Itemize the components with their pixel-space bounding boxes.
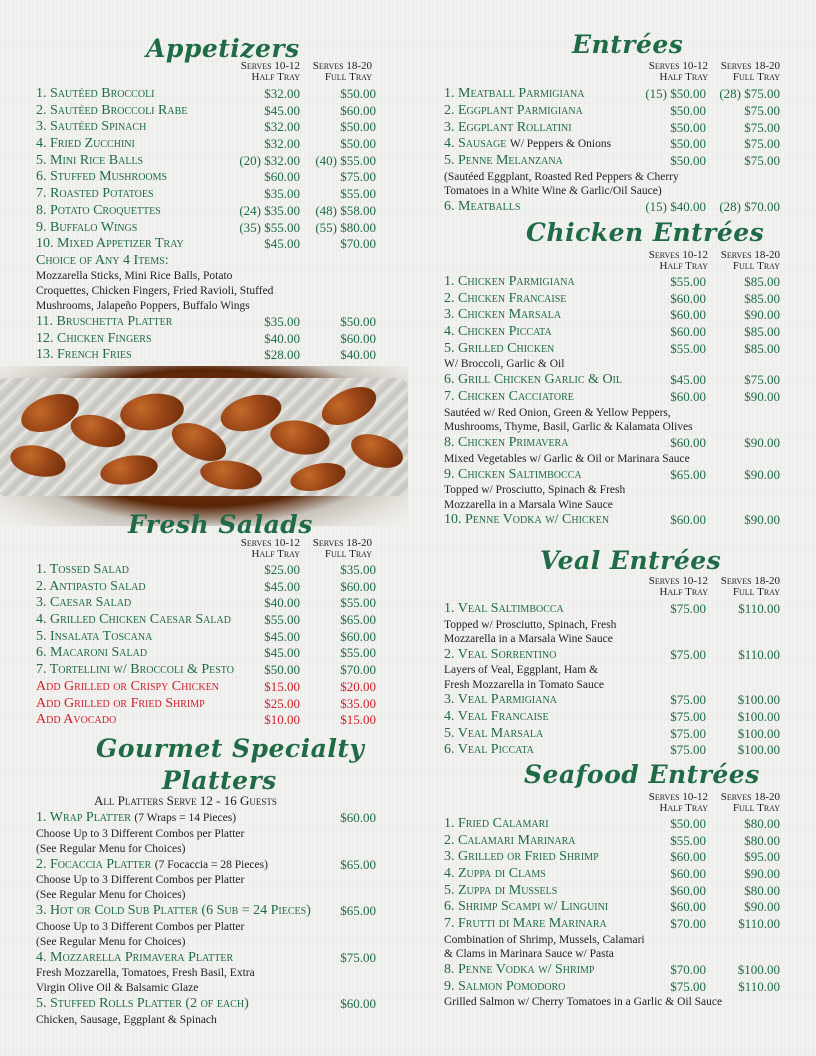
- seafood-heading: Seafood Entrées: [524, 760, 760, 789]
- left-column-lower: [36, 0, 376, 1056]
- list-item: 11. Bruschetta Platter $35.00 $50.00: [36, 313, 376, 329]
- list-item: 5. Grilled Chicken $55.00 $85.00: [444, 340, 780, 356]
- list-item: 9. Buffalo Wings (35) $55.00 (55) $80.00: [36, 219, 376, 235]
- item-description: Fresh Mozzarella, Tomatoes, Fresh Basil, Extra Virgin Olive Oil & Balsamic Glaze: [36, 967, 255, 994]
- platters-heading-line1: Gourmet Specialty: [96, 734, 365, 763]
- item-description: Grilled Salmon w/ Cherry Tomatoes in a Garlic & Oil Sauce: [444, 996, 723, 1009]
- list-item: 8. Potato Croquettes (24) $35.00 (48) $58.00: [36, 202, 376, 218]
- list-item: 4. Fried Zucchini $32.00 $50.00: [36, 136, 376, 152]
- list-item: Choice of Any 4 Items:: [36, 252, 169, 268]
- item-description: Topped w/ Prosciutto, Spinach & Fresh Mozzarella in a Marsala Wine Sauce: [444, 484, 626, 511]
- item-description: Combination of Shrimp, Mussels, Calamari & Clams in Marinara Sauce w/ Pasta: [444, 933, 645, 961]
- list-item: 1. Wrap Platter (7 Wraps = 14 Pieces) $60.00: [36, 810, 376, 825]
- list-item: 5. Penne Melanzana $50.00 $75.00: [444, 153, 780, 169]
- list-item: 8. Penne Vodka w/ Shrimp $70.00 $100.00: [444, 961, 780, 977]
- list-item: 8. Chicken Primavera $60.00 $90.00: [444, 434, 780, 450]
- list-item: 4. Grilled Chicken Caesar Salad $55.00 $65.00: [36, 612, 376, 628]
- list-item: 2. Antipasto Salad $45.00 $60.00: [36, 578, 376, 594]
- list-item: 1. Veal Saltimbocca $75.00 $110.00: [444, 601, 780, 616]
- chicken-heading: Chicken Entrées: [526, 218, 765, 247]
- list-item: 6. Meatballs (15) $40.00 (28) $70.00: [444, 198, 780, 214]
- list-item: 2. Calamari Marinara $55.00 $80.00: [444, 832, 780, 848]
- list-item: 7. Frutti di Mare Marinara $70.00 $110.00: [444, 916, 780, 932]
- item-description: Choose Up to 3 Different Combos per Platter (See Regular Menu for Choices): [36, 874, 245, 901]
- list-item: 10. Mixed Appetizer Tray $45.00 $70.00: [36, 236, 376, 252]
- item-description: Chicken, Sausage, Eggplant & Spinach: [36, 1013, 217, 1026]
- item-description: Choose Up to 3 Different Combos per Platter (See Regular Menu for Choices): [36, 920, 245, 948]
- list-item: 4. Veal Francaise $75.00 $100.00: [444, 709, 780, 725]
- serves-half-label: Serves 10-12 Half Tray: [240, 537, 300, 560]
- veal-list: [444, 601, 780, 759]
- serves-full-label: Serves 18-20 Full Tray: [720, 575, 780, 598]
- list-item: 5. Veal Marsala $75.00 $100.00: [444, 725, 780, 741]
- item-description: Layers of Veal, Eggplant, Ham & Fresh Mozzarella in Tomato Sauce: [444, 664, 604, 691]
- list-item: 6. Veal Piccata $75.00 $100.00: [444, 742, 780, 758]
- list-item: 6. Stuffed Mushrooms $60.00 $75.00: [36, 169, 376, 185]
- serves-full-label: Serves 18-20 Full Tray: [720, 791, 780, 814]
- item-description: (Sautéed Eggplant, Roasted Red Peppers & Cherry Tomatoes in a White Wine & Garlic/Oil Sauce): [444, 170, 679, 198]
- list-item: 2. Chicken Francaise $60.00 $85.00: [444, 290, 780, 306]
- entrees-heading: Entrées: [572, 30, 684, 59]
- list-item: 4. Chicken Piccata $60.00 $85.00: [444, 324, 780, 340]
- list-item: 9. Chicken Saltimbocca $65.00 $90.00: [444, 466, 780, 482]
- serves-full-label: Serves 18-20 Full Tray: [720, 249, 780, 272]
- list-item: 1. Sautéed Broccoli $32.00 $50.00: [36, 86, 376, 101]
- item-description: Mozzarella Sticks, Mini Rice Balls, Potato Croquettes, Chicken Fingers, Fried Ravioli, Stuffed Mushrooms, Jalapeño Poppers, Buffalo Wings: [36, 269, 274, 312]
- list-item: 4. Mozzarella Primavera Platter $75.00: [36, 949, 376, 965]
- list-item: 3. Veal Parmigiana $75.00 $100.00: [444, 692, 780, 708]
- list-item: 5. Zuppa di Mussels $60.00 $80.00: [444, 882, 780, 898]
- veal-heading: Veal Entrées: [540, 546, 722, 575]
- list-item: 5. Mini Rice Balls (20) $32.00 (40) $55.00: [36, 152, 376, 168]
- right-column: [444, 0, 782, 1056]
- serves-full-label: Serves 18-20 Full Tray: [312, 537, 372, 560]
- serves-half-label: Serves 10-12 Half Tray: [648, 60, 708, 83]
- item-description: Mixed Vegetables w/ Garlic & Oil or Marinara Sauce: [444, 452, 690, 465]
- list-item: 5. Insalata Toscana $45.00 $60.00: [36, 628, 376, 644]
- item-description: Choose Up to 3 Different Combos per Platter (See Regular Menu for Choices): [36, 827, 245, 855]
- platters-subtitle: All Platters Serve 12 - 16 Guests: [94, 793, 277, 808]
- platters-list: [36, 810, 376, 1028]
- list-item: 2. Veal Sorrentino $75.00 $110.00: [444, 646, 780, 662]
- list-item: 4. Zuppa di Clams $60.00 $90.00: [444, 866, 780, 882]
- list-item: 9. Salmon Pomodoro $75.00 $110.00: [444, 978, 780, 994]
- list-item: 3. Hot or Cold Sub Platter (6 Sub = 24 Pieces) $65.00: [36, 903, 376, 918]
- seafood-list: [444, 816, 780, 1010]
- list-item: 7. Tortellini w/ Broccoli & Pesto $50.00 $70.00: [36, 662, 376, 678]
- list-item: 6. Shrimp Scampi w/ Linguini $60.00 $90.00: [444, 899, 780, 915]
- list-item: 4. Sausage W/ Peppers & Onions $50.00 $75.00: [444, 136, 780, 152]
- addon-item: Add Grilled or Fried Shrimp $25.00 $35.00: [36, 695, 376, 711]
- serves-half-label: Serves 10-12 Half Tray: [648, 575, 708, 598]
- salads-heading: Fresh Salads: [128, 510, 313, 539]
- addon-item: Add Avocado $10.00 $15.00: [36, 712, 376, 728]
- list-item: 2. Focaccia Platter (7 Focaccia = 28 Pieces) $65.00: [36, 856, 376, 872]
- list-item: 1. Chicken Parmigiana $55.00 $85.00: [444, 274, 780, 289]
- list-item: 3. Chicken Marsala $60.00 $90.00: [444, 307, 780, 323]
- item-description: Sautéed w/ Red Onion, Green & Yellow Peppers, Mushrooms, Thyme, Basil, Garlic & Kalamata Olives: [444, 406, 693, 434]
- serves-half-label: Serves 10-12 Half Tray: [240, 60, 300, 83]
- list-item: 3. Grilled or Fried Shrimp $60.00 $95.00: [444, 849, 780, 865]
- serves-half-label: Serves 10-12 Half Tray: [648, 249, 708, 272]
- list-item: 3. Sautéed Spinach $32.00 $50.00: [36, 119, 376, 135]
- list-item: 3. Eggplant Rollatini $50.00 $75.00: [444, 119, 780, 135]
- list-item: 3. Caesar Salad $40.00 $55.00: [36, 595, 376, 611]
- salads-list: [36, 562, 376, 729]
- list-item: 2. Eggplant Parmigiana $50.00 $75.00: [444, 102, 780, 118]
- list-item: 7. Roasted Potatoes $35.00 $55.00: [36, 186, 376, 202]
- list-item: 12. Chicken Fingers $40.00 $60.00: [36, 330, 376, 346]
- list-item: 6. Grill Chicken Garlic & Oil $45.00 $75.00: [444, 372, 780, 388]
- list-item: 10. Penne Vodka w/ Chicken $60.00 $90.00: [444, 512, 780, 528]
- list-item: 2. Sautéed Broccoli Rabe $45.00 $60.00: [36, 102, 376, 118]
- serves-half-label: Serves 10-12 Half Tray: [648, 791, 708, 814]
- serves-full-label: Serves 18-20 Full Tray: [720, 60, 780, 83]
- item-description: W/ Broccoli, Garlic & Oil: [444, 358, 565, 371]
- entrees-list: [444, 86, 780, 216]
- chicken-list: [444, 274, 780, 529]
- list-item: 7. Chicken Cacciatore $60.00 $90.00: [444, 389, 780, 405]
- list-item: 6. Macaroni Salad $45.00 $55.00: [36, 645, 376, 661]
- platters-heading-line2: Platters: [162, 766, 277, 795]
- list-item: 5. Stuffed Rolls Platter (2 of each) $60.00: [36, 996, 376, 1011]
- list-item: 1. Meatball Parmigiana (15) $50.00 (28) $75.00: [444, 86, 780, 101]
- serves-full-label: Serves 18-20 Full Tray: [312, 60, 372, 83]
- addon-item: Add Grilled or Crispy Chicken $15.00 $20.00: [36, 678, 376, 694]
- appetizers-heading: Appetizers: [146, 34, 300, 63]
- list-item: 1. Fried Calamari $50.00 $80.00: [444, 816, 780, 831]
- list-item: 13. French Fries $28.00 $40.00: [36, 347, 376, 363]
- item-description: Topped w/ Prosciutto, Spinach, Fresh Mozzarella in a Marsala Wine Sauce: [444, 618, 617, 646]
- list-item: 1. Tossed Salad $25.00 $35.00: [36, 562, 376, 577]
